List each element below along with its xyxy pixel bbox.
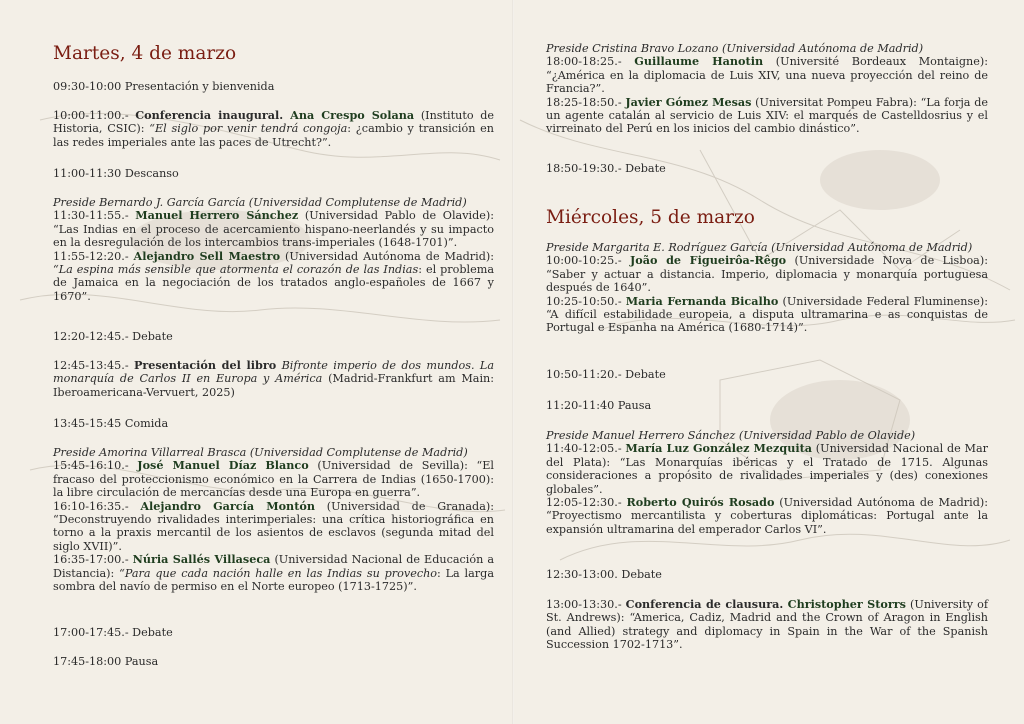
speaker-name: Alejandro García Montón — [140, 498, 315, 513]
session-chair: Preside Amorina Villarreal Brasca (Universidad Complutense de Madrid) — [53, 446, 468, 459]
talk-item: 16:35-17:00.- Núria Sallés Villaseca (Universidad Nacional de Educación a Distancia): “Para que cada nación halle en las Indias su provecho: La larga sombra del navío de permiso en el Norte europeo (1713-1725)”. — [53, 552, 495, 594]
pause-item: 11:20-11:40 Pausa — [546, 399, 652, 412]
closing-lecture: 13:00-13:30.- Conferencia de clausura. Christopher Storrs (University of St. Andrews): “America, Cadiz, Madrid and the Crown of Aragon in English (and Allied) strategy and diplomacy in Spain in the War of the Spanish Succession 1702-1713”. — [546, 597, 988, 652]
debate-item: 18:50-19:30.- Debate — [546, 162, 666, 175]
session-3 — [546, 42, 988, 136]
session-4 — [546, 241, 988, 335]
speaker-name: Maria Fernanda Bicalho — [625, 293, 779, 308]
day-title-tuesday: Martes, 4 de marzo — [53, 43, 237, 64]
talk-item: 12:05-12:30.- Roberto Quirós Rosado (Universidad Autónoma de Madrid): “Proyectismo mercantilista y coberturas diplomáticas: Portugal ante la expansión ultramarina del emperador Carlos VI”. — [546, 495, 989, 536]
speaker-name: Javier Gómez Mesas — [625, 94, 752, 109]
lecture-label: Conferencia de clausura. — [625, 597, 784, 611]
speaker-name: Guillaume Hanotin — [634, 54, 764, 69]
session-chair: Preside Margarita E. Rodríguez García (Universidad Autónoma de Madrid) — [546, 241, 973, 254]
debate-item: 12:20-12:45.- Debate — [53, 330, 173, 343]
speaker-name: María Luz González Mezquita — [625, 441, 813, 456]
talk-item: 18:25-18:50.- Javier Gómez Mesas (Universitat Pompeu Fabra): “La forja de un agente catalán al servicio de Luis XIV: el marqués de Castelldosrius y el virreinato del Perú en los inicios del cambio dinástico”. — [546, 94, 988, 136]
talk-item: 16:10-16:35.- Alejandro García Montón (Universidad de Granada): “Deconstruyendo rivalidades interimperiales: una crítica historiográfica en torno a la praxis mercantil de los asientos de esclavos (segunda mitad del siglo XVII)”. — [53, 498, 494, 553]
debate-item: 10:50-11:20.- Debate — [546, 368, 666, 381]
speaker-name: Manuel Herrero Sánchez — [135, 208, 299, 223]
talk-item: 11:55-12:20.- Alejandro Sell Maestro (Universidad Autónoma de Madrid): “La espina más sensible que atormenta el corazón de las Indias: el problema de Jamaica en la negociación de los tratados anglo-españoles de 1667 y 1670”. — [53, 248, 495, 303]
speaker-name: Christopher Storrs — [783, 597, 906, 611]
page-fold — [512, 0, 514, 724]
talk-item: 15:45-16:10.- José Manuel Díaz Blanco (Universidad de Sevilla): “El fracaso del proteccionismo económico en la Carrera de Indias (1650-1700): la libre circulación de mercancías desde una Europa en guerra”. — [53, 458, 494, 500]
day-title-wednesday: Miércoles, 5 de marzo — [546, 207, 755, 228]
session-chair: Preside Manuel Herrero Sánchez (Universidad Pablo de Olavide) — [546, 429, 916, 442]
speaker-name: José Manuel Díaz Blanco — [137, 458, 309, 473]
session-5 — [546, 429, 988, 536]
speaker-name: Roberto Quirós Rosado — [626, 495, 775, 510]
break-item: 11:00-11:30 Descanso — [53, 167, 179, 180]
lecture-label: Conferencia inaugural. — [135, 108, 284, 122]
lunch-item: 13:45-15:45 Comida — [53, 417, 169, 430]
speaker-name: Alejandro Sell Maestro — [133, 248, 281, 263]
book-title: Bifronte imperio de dos mundos. La monarquía de Carlos II en Europa y América — [53, 359, 494, 386]
talk-item: 10:00-10:25.- João de Figueirôa-Rêgo (Universidade Nova de Lisboa): “Saber y actuar a distancia. Imperio, diplomacia y monarquía portuguesa después de 1640”. — [546, 253, 988, 295]
book-presentation: 12:45-13:45.- Presentación del libro Bifronte imperio de dos mundos. La monarquía de Carlos II en Europa y América (Madrid-Frankfurt am Main: Iberoamericana-Vervuert, 2025) — [53, 358, 494, 399]
talk-item: 11:30-11:55.- Manuel Herrero Sánchez (Universidad Pablo de Olavide): “Las Indias en el proceso de acercamiento hispano-neerlandés y su impacto en la desregulación de los intercambios trans-imperiales (1648-1701)”. — [53, 208, 495, 250]
debate-item: 17:00-17:45.- Debate — [53, 626, 173, 639]
speaker-name: Núria Sallés Villaseca — [132, 552, 271, 567]
book-label: Presentación del libro — [133, 358, 277, 372]
pause-item: 17:45-18:00 Pausa — [53, 655, 159, 668]
session-chair: Preside Cristina Bravo Lozano (Universidad Autónoma de Madrid) — [546, 42, 924, 55]
session-1 — [53, 196, 494, 303]
speaker-name: João de Figueirôa-Rêgo — [629, 253, 787, 268]
debate-item: 12:30-13:00. Debate — [546, 568, 662, 581]
presentation-item: 09:30-10:00 Presentación y bienvenida — [53, 80, 275, 93]
talk-item: 11:40-12:05.- María Luz González Mezquita (Universidad Nacional de Mar del Plata): “Las Monarquías ibéricas y el Tratado de 1715. Algunas consideraciones a propósito de rivalidades imperiales y (des) conexiones globales”. — [546, 441, 989, 496]
opening-lecture: 10:00-11:00.- Conferencia inaugural. Ana Crespo Solana (Instituto de Historia, CSIC): “El siglo por venir tendrá congoja: ¿cambio y transición en las redes imperiales ante las paces de Utrecht?”. — [53, 108, 494, 149]
session-chair: Preside Bernardo J. García García (Universidad Complutense de Madrid) — [53, 196, 467, 209]
talk-item: 10:25-10:50.- Maria Fernanda Bicalho (Universidade Federal Fluminense): “A difícil estabilidade europeia, a disputa ultramarina e as conquistas de Portugal e Espanha na América (1680-1714)”. — [546, 293, 989, 335]
session-2 — [53, 446, 494, 593]
talk-item: 18:00-18:25.- Guillaume Hanotin (Université Bordeaux Montaigne): “¿América en la diplomacia de Luis XIV, una nueva proyección del reino de Francia?”. — [546, 54, 988, 96]
speaker-name: Ana Crespo Solana — [283, 108, 415, 122]
